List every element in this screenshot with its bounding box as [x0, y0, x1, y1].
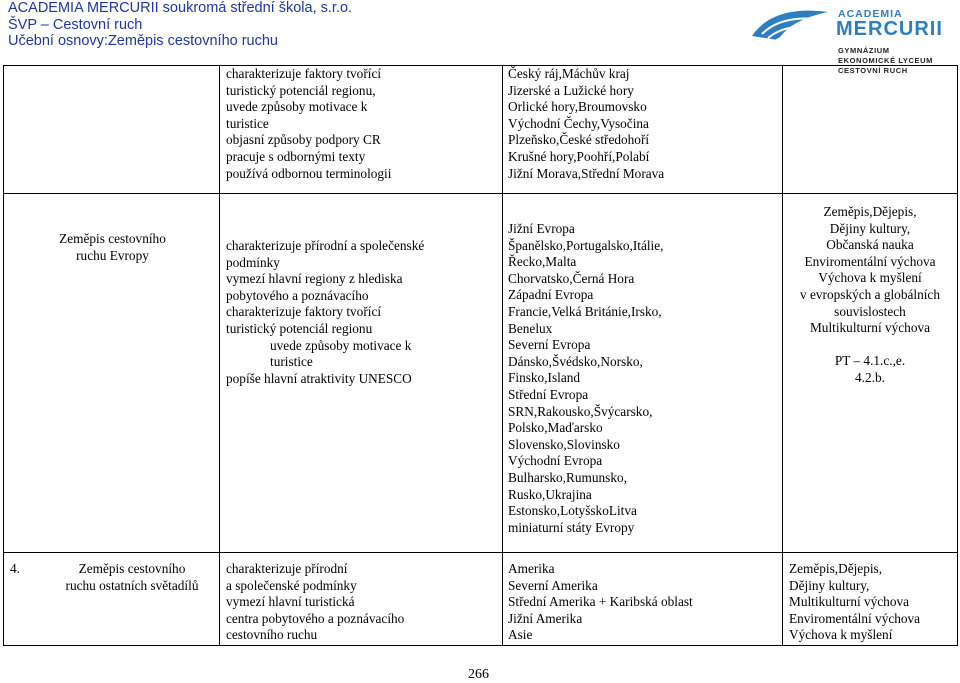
row2-outcome: uvede způsoby motivace k	[270, 337, 412, 353]
row3-content-item: Asie	[508, 627, 533, 643]
row1-content-item: Jizerské a Lužické hory	[508, 82, 634, 98]
logo-sub-1: GYMNÁZIUM	[838, 46, 890, 55]
row1-outcome: uvede způsoby motivace k	[226, 99, 368, 115]
row3-outcome: cestovního ruchu	[226, 627, 318, 643]
row2-content-item: Estonsko,LotyšskoLitva	[508, 503, 637, 519]
logo-line-2: MERCURII	[836, 18, 943, 40]
row2-outcome: charakterizuje přírodní a společenské	[226, 238, 425, 253]
row2-content-item: Jižní Evropa	[508, 221, 575, 236]
table-border-right	[957, 65, 958, 645]
row2-content-item: Chorvatsko,Černá Hora	[508, 270, 635, 286]
table-border-left	[3, 65, 4, 645]
row2-link-pt: 4.2.b.	[855, 369, 885, 385]
table-col-divider-1	[219, 65, 220, 645]
table-row-divider-2	[3, 552, 958, 553]
row2-content-item: Dánsko,Švédsko,Norsko,	[508, 353, 643, 369]
row1-outcome: objasní způsoby podpory CR	[226, 132, 381, 148]
row2-content-item: Francie,Velká Británie,Irsko,	[508, 303, 662, 319]
row2-link-pt: PT – 4.1.c.,e.	[834, 353, 906, 369]
row1-outcome: pracuje s odbornými texty	[226, 148, 366, 164]
row3-outcomes	[226, 561, 404, 644]
row2-outcome: pobytového a poznávacího	[226, 287, 369, 303]
row2-outcome: podmínky	[226, 254, 280, 270]
logo-sub-3: CESTOVNÍ RUCH	[838, 66, 908, 75]
row3-link: Výchova k myšlení	[789, 627, 893, 643]
row2-link-spacer	[788, 337, 952, 354]
row2-topic-line: ruchu Evropy	[76, 247, 149, 263]
row1-content-item: Český ráj,Máchův kraj	[508, 66, 630, 81]
row1-content-item: Krušné hory,Poohří,Polabí	[508, 148, 650, 164]
row3-content-item: Střední Amerika + Karibská oblast	[508, 594, 693, 610]
row3-topic-line: Zeměpis cestovního	[78, 561, 186, 576]
row2-link: Výchova k myšlení	[818, 270, 922, 286]
row2-content-item: Západní Evropa	[508, 287, 594, 303]
row2-outcome: turistický potenciál regionu	[226, 320, 373, 336]
row2-outcomes	[226, 238, 424, 387]
row2-link: souvislostech	[834, 303, 906, 319]
row2-content	[508, 221, 663, 536]
row2-outcome: popíše hlavní atraktivity UNESCO	[226, 370, 412, 386]
row3-content-item: Amerika	[508, 561, 555, 576]
row3-number: 4.	[10, 561, 20, 576]
row1-outcome: charakterizuje faktory tvořící	[226, 66, 382, 81]
row3-outcome: centra pobytového a poznávacího	[226, 610, 405, 626]
row1-content-item: Plzeňsko,České středohoří	[508, 132, 650, 148]
row2-content-item: Řecko,Malta	[508, 254, 577, 270]
row2-link: Občanská nauka	[826, 237, 914, 253]
row2-content-item: Rusko,Ukrajina	[508, 486, 592, 502]
row2-outcome: charakterizuje faktory tvořící	[226, 304, 382, 320]
mercury-wing-icon	[748, 6, 832, 52]
row2-link: Zeměpis,Dějepis,	[823, 204, 917, 219]
row3-links	[789, 561, 920, 644]
row2-content-item: Slovensko,Slovinsko	[508, 436, 620, 452]
row2-content-item: Střední Evropa	[508, 386, 589, 402]
row3-topic	[48, 561, 216, 594]
row2-content-item: Severní Evropa	[508, 337, 591, 353]
logo-line-1: ACADEMIA	[838, 8, 903, 20]
row2-link: Multikulturní výchova	[809, 320, 931, 336]
row2-content-item: SRN,Rakousko,Švýcarsko,	[508, 403, 653, 419]
table-border-bottom	[3, 645, 958, 646]
row1-outcome: turistice	[226, 115, 269, 131]
row3-link: Dějiny kultury,	[789, 577, 870, 593]
row2-link: Dějiny kultury,	[829, 220, 911, 236]
row1-outcome: turistický potenciál regionu,	[226, 82, 376, 98]
row2-link: v evropských a globálních	[800, 286, 940, 302]
table-col-divider-3	[782, 65, 783, 645]
row2-content-item: Finsko,Island	[508, 370, 581, 386]
row2-outcome: vymezí hlavní regiony z hlediska	[226, 271, 403, 287]
row2-content-item: Východní Evropa	[508, 453, 603, 469]
row2-content-item: Benelux	[508, 320, 553, 336]
row2-links	[788, 204, 952, 387]
table-border-top	[3, 65, 958, 66]
row3-topic-line: ruchu ostatních světadílů	[65, 577, 199, 593]
row1-content-item: Jižní Morava,Střední Morava	[508, 165, 665, 181]
row2-outcome: turistice	[270, 354, 313, 370]
row2-topic-line: Zeměpis cestovního	[59, 231, 166, 246]
document-header	[8, 0, 352, 50]
row1-content-item: Orlické hory,Broumovsko	[508, 99, 647, 115]
row2-content-item: Bulharsko,Rumunsko,	[508, 469, 627, 485]
header-subject: Učební osnovy:Zeměpis cestovního ruchu	[8, 33, 278, 49]
row3-outcome: a společenské podmínky	[226, 577, 357, 593]
row3-outcome: vymezí hlavní turistická	[226, 594, 355, 610]
row3-content-item: Severní Amerika	[508, 577, 598, 593]
table-row-divider-1	[3, 193, 958, 194]
table-col-divider-2	[502, 65, 503, 645]
row3-outcome: charakterizuje přírodní	[226, 561, 348, 576]
logo-sub-2: EKONOMICKÉ LYCEUM	[838, 56, 933, 65]
header-program: ŠVP – Cestovní ruch	[8, 16, 143, 33]
row2-content-item: Polsko,Maďarsko	[508, 420, 603, 436]
row1-content-item: Východní Čechy,Vysočina	[508, 115, 649, 131]
row3-link: Enviromentální výchova	[789, 610, 921, 626]
header-school-name: ACADEMIA MERCURII soukromá střední škola, s.r.o.	[8, 0, 353, 16]
row3-link: Multikulturní výchova	[789, 594, 910, 610]
row2-content-item: Španělsko,Portugalsko,Itálie,	[508, 237, 664, 253]
row1-content	[508, 66, 664, 182]
row1-outcome: používá odbornou terminologii	[226, 165, 392, 181]
row2-content-item: miniaturní státy Evropy	[508, 519, 635, 535]
row3-content	[508, 561, 693, 644]
row3-content-item: Jižní Amerika	[508, 610, 583, 626]
row2-topic	[10, 231, 215, 264]
row3-link: Zeměpis,Dějepis,	[789, 561, 883, 576]
page-number: 266	[468, 667, 489, 682]
academia-mercurii-logo	[748, 4, 958, 74]
row1-outcomes	[226, 66, 391, 182]
row2-link: Enviromentální výchova	[804, 253, 936, 269]
